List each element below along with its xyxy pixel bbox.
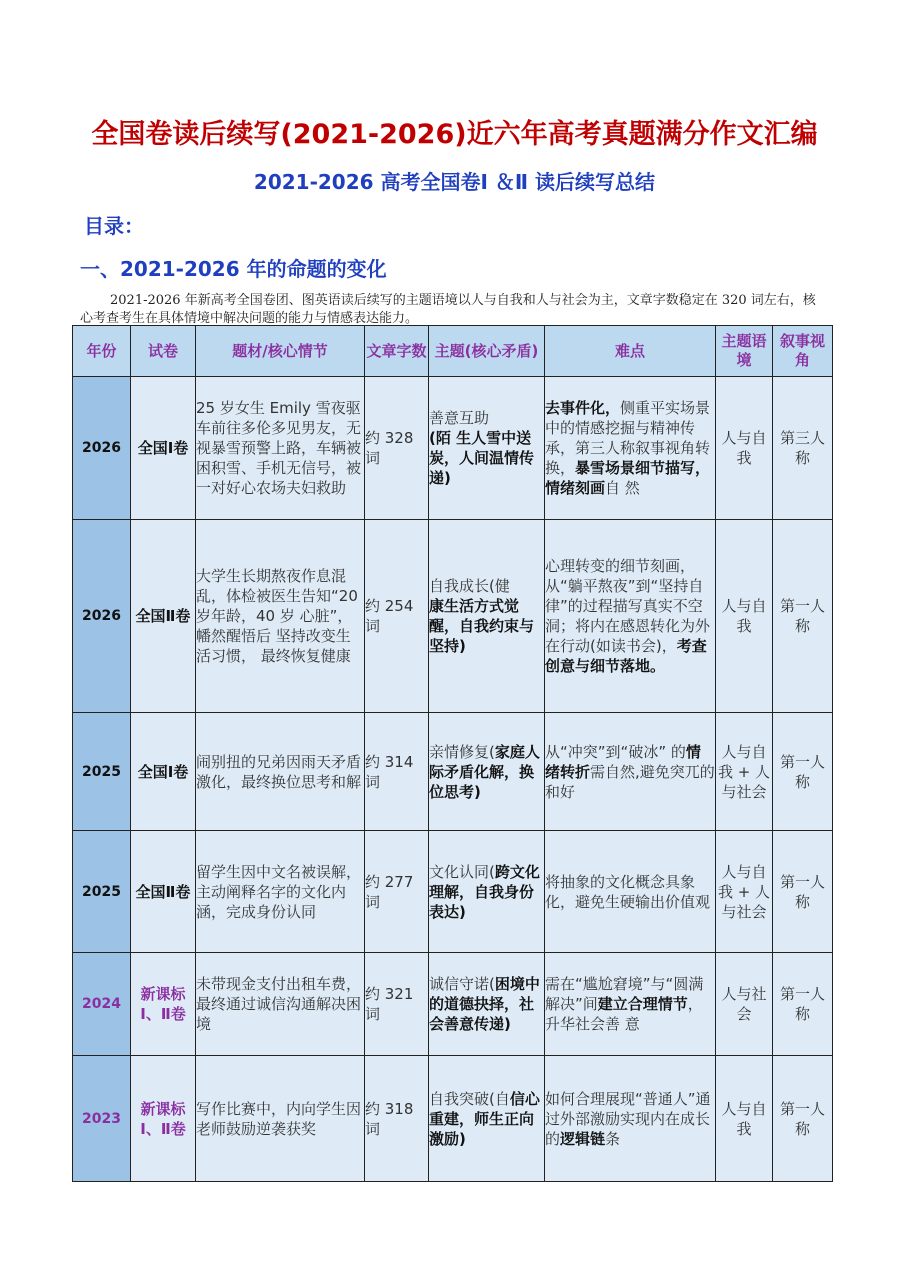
- header-theme: 主题(核心矛盾): [429, 326, 545, 377]
- difficulty-cell: [545, 713, 716, 831]
- pov-cell: 第一人称: [773, 713, 833, 831]
- theme-plain: 亲情修复(: [429, 742, 495, 761]
- year-cell: 2025: [73, 713, 131, 831]
- difficulty-bold: 考查创意与细节落地。: [545, 637, 707, 675]
- table-row: [73, 377, 833, 520]
- header-pov: 叙事视角: [773, 326, 833, 377]
- table-row: [73, 1056, 833, 1182]
- plot-cell: 闹别扭的兄弟因雨天矛盾激化，最终换位思考和解: [196, 713, 365, 831]
- table-header-row: [73, 326, 833, 377]
- table-row: [73, 831, 833, 953]
- table-row: [73, 713, 833, 831]
- plot-cell: 写作比赛中，内向学生因老师鼓励逆袭获奖: [196, 1056, 365, 1182]
- context-cell: 人与自我: [716, 1056, 773, 1182]
- theme-cell: [429, 831, 545, 953]
- difficulty-bold: 建立合理情节: [597, 995, 688, 1013]
- context-cell: 人与自我: [716, 520, 773, 713]
- document-subtitle: 2021-2026 高考全国卷Ⅰ ＆Ⅱ 读后续写总结: [253, 170, 656, 194]
- difficulty-text: 侧重平实场景中的情感挖掘与精神传承，第三人称叙事视角转换，: [545, 399, 711, 477]
- difficulty-cell: [545, 1056, 716, 1182]
- context-cell: 人与社会: [716, 953, 773, 1056]
- words-cell: 约 328 词: [365, 377, 429, 520]
- pov-cell: 第一人称: [773, 520, 833, 713]
- difficulty-text: 从“冲突”到“破冰” 的: [545, 742, 686, 761]
- difficulty-cell: [545, 953, 716, 1056]
- header-plot: 题材/核心情节: [196, 326, 365, 377]
- difficulty-text: 心理转变的细节刻画，从“躺平熬夜”到“坚持自律”的过程描写真实不空洞；将内在感恩转化为外在行动(如读书会)，: [545, 557, 711, 655]
- difficulty-bold: 暴雪场景细节描写，情绪刻画: [545, 459, 711, 497]
- difficulty-text: 需自然,避免突兀的和好: [545, 762, 715, 801]
- difficulty-cell: [545, 520, 716, 713]
- theme-cell: [429, 953, 545, 1056]
- theme-cell: [429, 1056, 545, 1182]
- paper-cell: 全国Ⅱ卷: [131, 831, 196, 953]
- year-cell: 2024: [73, 953, 131, 1056]
- plot-cell: 留学生因中文名被误解，主动阐释名字的文化内涵，完成身份认同: [196, 831, 365, 953]
- theme-plain: 自我成长(健: [429, 577, 510, 595]
- toc-label: 目录：: [84, 214, 144, 238]
- theme-bold: 跨文化理解，自我身份表达): [429, 862, 540, 921]
- words-cell: 约 254 词: [365, 520, 429, 713]
- table-row: [73, 520, 833, 713]
- header-context: 主题语境: [716, 326, 773, 377]
- theme-bold: 家庭人际矛盾化解，换位思考): [429, 742, 540, 801]
- theme-bold: 困境中的道德抉择，社会善意传递): [429, 975, 540, 1033]
- pov-cell: 第三人称: [773, 377, 833, 520]
- words-cell: 约 277 词: [365, 831, 429, 953]
- plot-cell: 未带现金支付出租车费，最终通过诚信沟通解决困境: [196, 953, 365, 1056]
- paper-cell: 全国Ⅱ卷: [131, 520, 196, 713]
- theme-plain: 自我突破(自: [429, 1089, 510, 1108]
- document-title: 全国卷读后续写(2021-2026)近六年高考真题满分作文汇编: [91, 119, 818, 150]
- theme-bold: 康生活方式觉醒，自我约束与坚持): [429, 597, 535, 655]
- theme-cell: [429, 713, 545, 831]
- intro-paragraph: 2021-2026 年新高考全国卷团、图英语读后续写的主题语境以人与自我和人与社会为主，文章字数稳定在 320 词左右，核心考查考生在具体情境中解决问题的能力与情感表达能力。: [80, 293, 816, 326]
- difficulty-bold: 逻辑链: [560, 1129, 606, 1148]
- theme-cell: [429, 520, 545, 713]
- difficulty-bold: 去事件化，: [545, 399, 621, 417]
- words-cell: 约 318 词: [365, 1056, 429, 1182]
- year-cell: 2026: [73, 520, 131, 713]
- year-cell: 2023: [73, 1056, 131, 1182]
- header-difficulty: 难点: [545, 326, 716, 377]
- paper-cell: 新课标Ⅰ、Ⅱ卷: [131, 953, 196, 1056]
- difficulty-text: 自 然: [605, 479, 640, 497]
- section-heading: 一、2021-2026 年的命题的变化: [80, 257, 387, 281]
- difficulty-cell: [545, 377, 716, 520]
- difficulty-text: ，升华社会善 意: [545, 995, 703, 1033]
- paper-cell: 全国Ⅰ卷: [131, 713, 196, 831]
- plot-cell: 25 岁女生 Emily 雪夜驱车前往多伦多见男友，无视暴雪预警上路，车辆被困积雪、手机无信号，被一对好心农场夫妇救助: [196, 377, 365, 520]
- header-year: 年份: [73, 326, 131, 377]
- theme-bold: 信心重建，师生正向激励): [429, 1089, 540, 1148]
- year-cell: 2025: [73, 831, 131, 953]
- theme-cell: [429, 377, 545, 520]
- difficulty-text: 条: [605, 1129, 621, 1148]
- context-cell: 人与自我 + 人与社会: [716, 831, 773, 953]
- theme-plain: 善意互助: [429, 409, 490, 427]
- pov-cell: 第一人称: [773, 1056, 833, 1182]
- pov-cell: 第一人称: [773, 953, 833, 1056]
- theme-bold: (陌 生人雪中送炭，人间温情传递): [429, 429, 535, 487]
- context-cell: 人与自我: [716, 377, 773, 520]
- theme-plain: 诚信守诺(: [429, 975, 495, 993]
- summary-table: [72, 325, 833, 1182]
- year-cell: 2026: [73, 377, 131, 520]
- pov-cell: 第一人称: [773, 831, 833, 953]
- words-cell: 约 321 词: [365, 953, 429, 1056]
- table-row: [73, 953, 833, 1056]
- plot-cell: 大学生长期熬夜作息混乱，体检被医生告知“20 岁年龄，40 岁 心脏”，幡然醒悟后 坚持改变生活习惯， 最终恢复健康: [196, 520, 365, 713]
- theme-plain: 文化认同(: [429, 862, 495, 881]
- context-cell: 人与自我 + 人与社会: [716, 713, 773, 831]
- difficulty-text: 需在“尴尬窘境”与“圆满解决”间: [545, 975, 704, 1013]
- difficulty-text: 将抽象的文化概念具象化，避免生硬输出价值观: [545, 872, 711, 911]
- header-words: 文章字数: [365, 326, 429, 377]
- header-paper: 试卷: [131, 326, 196, 377]
- difficulty-text: 如何合理展现“普通人”通过外部激励实现内在成长的: [545, 1089, 711, 1148]
- difficulty-cell: [545, 831, 716, 953]
- paper-cell: 新课标Ⅰ、Ⅱ卷: [131, 1056, 196, 1182]
- difficulty-bold: 情绪转折: [545, 742, 701, 781]
- words-cell: 约 314 词: [365, 713, 429, 831]
- paper-cell: 全国Ⅰ卷: [131, 377, 196, 520]
